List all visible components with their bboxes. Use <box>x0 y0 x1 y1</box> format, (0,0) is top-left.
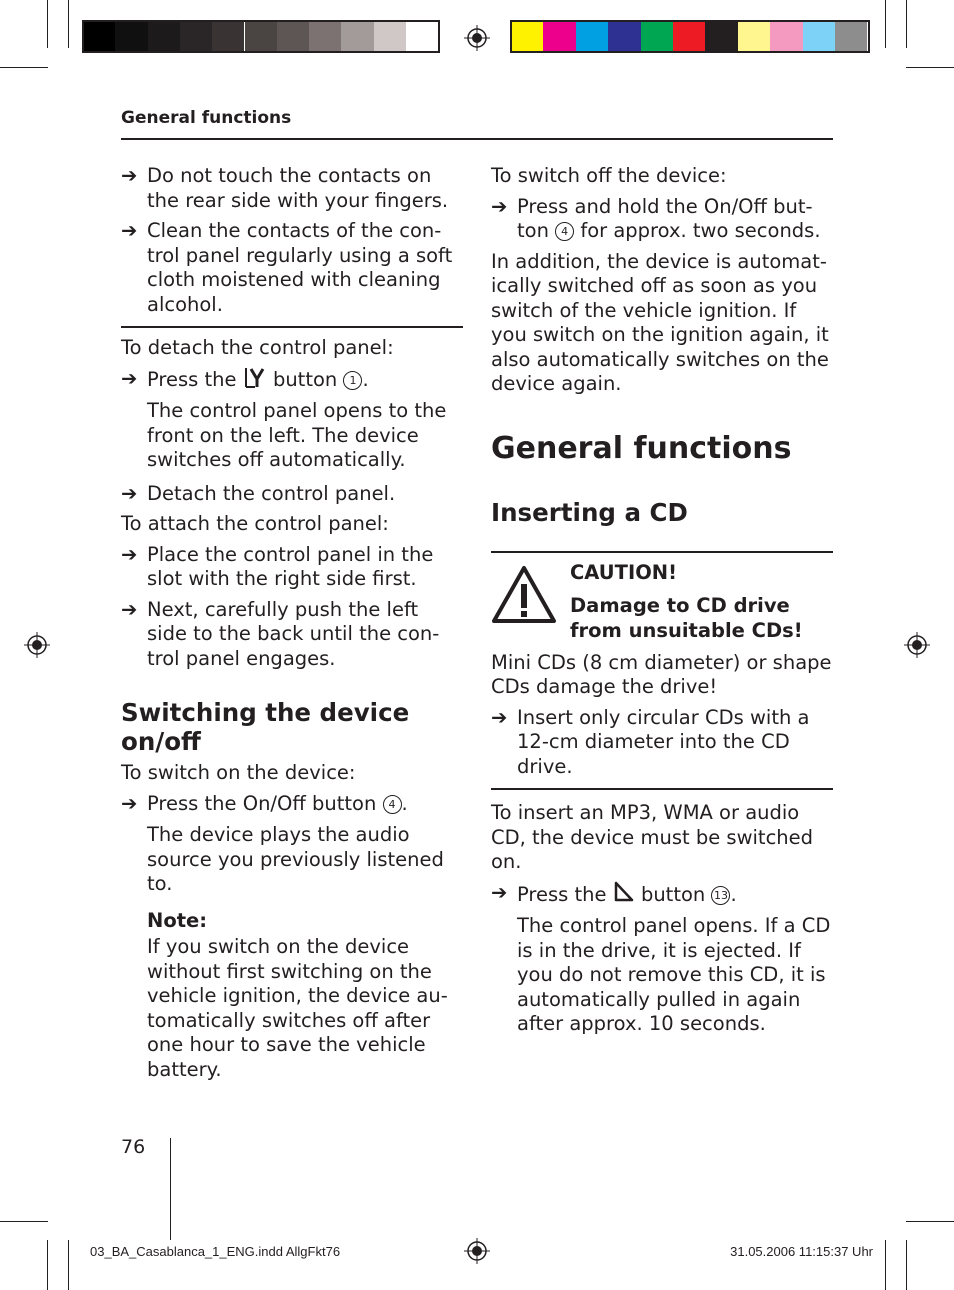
bullet-item: ➔ Do not touch the contacts on the rear side with your fingers. <box>121 164 449 212</box>
registration-mark-icon <box>904 632 930 658</box>
bullet-item: ➔ Detach the control panel. <box>121 481 396 505</box>
detach-intro: To detach the control panel: <box>121 336 394 359</box>
arrow-icon: ➔ <box>121 481 138 505</box>
arrow-icon: ➔ <box>491 194 508 218</box>
crop-mark <box>906 1240 907 1290</box>
arrow-icon: ➔ <box>121 542 138 566</box>
registration-mark-icon <box>464 25 490 51</box>
registration-mark-icon <box>464 1238 490 1264</box>
chapter-heading: General functions <box>491 430 792 466</box>
insert-intro: To insert an MP3, WMA or audio CD, the device must be switched on. <box>491 801 814 873</box>
crop-mark <box>0 67 48 68</box>
arrow-icon: ➔ <box>121 219 138 242</box>
crop-mark <box>885 0 886 48</box>
crop-mark <box>906 67 954 68</box>
bullet-item: ➔ Press the button 1 . <box>121 366 369 391</box>
caution-rule <box>491 551 833 553</box>
section-heading: Inserting a CD <box>491 497 688 527</box>
bullet-item: ➔ Next, carefully push the left side to the back until the con-trol panel engages. <box>121 597 440 670</box>
arrow-icon: ➔ <box>121 366 138 390</box>
note-text: If you switch on the device without first switching on the vehicle ignition, the device au-tomatically switches off after one hour to save the vehicle battery. <box>147 935 448 1081</box>
header-rule <box>121 138 833 140</box>
button-number-badge: 4 <box>383 795 402 814</box>
caution-box <box>491 561 833 649</box>
switch-on-result: The device plays the audio source you previously listened to. <box>147 823 444 895</box>
arrow-icon: ➔ <box>491 880 508 904</box>
detach-result: The control panel opens to the front on the left. The device switches off automatically. <box>147 399 447 471</box>
caution-label: CAUTION! <box>570 560 677 584</box>
warning-triangle-icon <box>491 565 557 625</box>
cmyk-bar-frame <box>510 20 870 53</box>
switch-off-intro: To switch off the device: <box>491 164 727 187</box>
crop-mark <box>906 0 907 48</box>
button-number-badge: 4 <box>555 222 574 241</box>
arrow-icon: ➔ <box>121 597 138 621</box>
crop-mark <box>47 0 48 48</box>
note-label: Note: <box>147 908 208 932</box>
crop-mark <box>47 1240 48 1290</box>
left-column <box>121 164 463 1082</box>
crop-mark <box>906 1221 954 1222</box>
footer-divider <box>170 1138 171 1240</box>
crop-mark <box>68 1240 69 1290</box>
bullet-item: ➔ Place the control panel in the slot with the right side first. <box>121 542 434 590</box>
section-rule <box>121 326 463 328</box>
arrow-icon: ➔ <box>121 791 138 815</box>
crop-mark <box>0 1221 48 1222</box>
crop-mark <box>68 0 69 48</box>
button-number-badge: 1 <box>343 371 362 390</box>
auto-off-text: In addition, the device is automat-ically switched off as soon as you switch of the vehicle ignition. If you switch on the ignition again, it also automatically switches on the device again. <box>491 249 829 395</box>
detach-button-icon <box>243 367 267 389</box>
caution-title: Damage to CD drive from unsuitable CDs! <box>570 594 803 642</box>
bullet-item: ➔ Insert only circular CDs with a 12-cm diameter into the CD drive. <box>491 705 810 778</box>
switch-on-intro: To switch on the device: <box>121 761 356 784</box>
slug-file-info: 03_BA_Casablanca_1_ENG.indd AllgFkt76 <box>90 1244 341 1259</box>
arrow-icon: ➔ <box>491 705 508 729</box>
registration-mark-icon <box>24 632 50 658</box>
crop-mark <box>885 1240 886 1290</box>
gray-bar-frame <box>82 20 440 53</box>
attach-intro: To attach the control panel: <box>121 512 389 535</box>
bullet-item: ➔ Clean the contacts of the con-trol panel regularly using a soft cloth moistened with cleaning alcohol. <box>121 219 453 316</box>
mini-cd-warning: Mini CDs (8 cm diameter) or shape CDs damage the drive! <box>491 650 832 698</box>
bullet-item: ➔ Press and hold the On/Off but-ton 4 for approx. two seconds. <box>491 194 821 242</box>
running-head: General functions <box>121 108 292 128</box>
caution-end-rule <box>491 788 833 790</box>
insert-result: The control panel opens. If a CD is in the drive, it is ejected. If you do not remove this CD, it is automatically pulled in again after approx. 10 seconds. <box>517 914 831 1035</box>
section-heading: Switching the device on/off <box>121 698 410 756</box>
bullet-item: ➔ Press the On/Off button 4 . <box>121 791 408 815</box>
slug-timestamp: 31.05.2006 11:15:37 Uhr <box>730 1244 873 1259</box>
arrow-icon: ➔ <box>121 164 138 187</box>
right-column <box>491 164 833 1037</box>
bullet-item: ➔ Press the button 13 . <box>491 880 737 906</box>
page-number: 76 <box>121 1136 146 1158</box>
open-button-icon <box>613 881 635 903</box>
button-number-badge: 13 <box>711 886 730 905</box>
